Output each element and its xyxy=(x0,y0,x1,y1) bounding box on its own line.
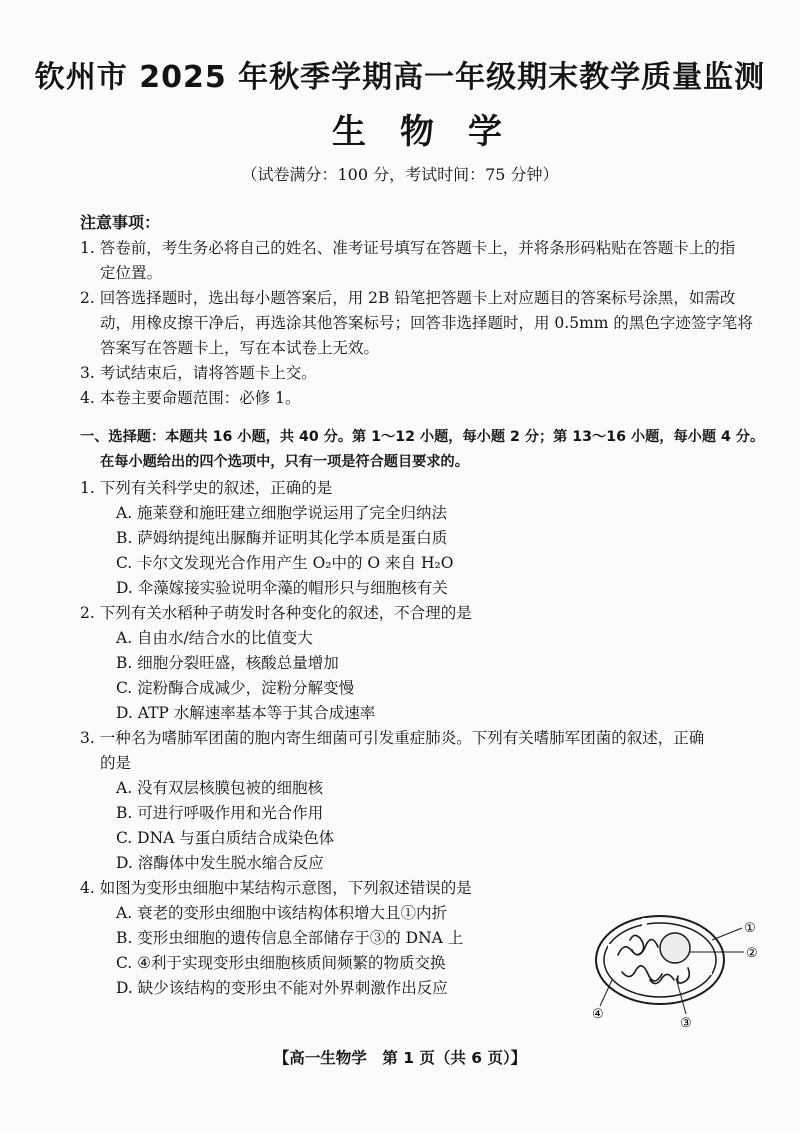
notice-item-1-line-2: 定位置。 xyxy=(100,264,163,282)
inner-nuclear-membrane xyxy=(604,923,716,997)
question-2-option-d: D. ATP 水解速率基本等于其合成速率 xyxy=(116,704,376,722)
question-3-option-c: C. DNA 与蛋白质结合成染色体 xyxy=(116,829,335,847)
question-2-option-b: B. 细胞分裂旺盛，核酸总量增加 xyxy=(116,654,339,672)
exam-title: 钦州市 2025 年秋季学期高一年级期末教学质量监测 xyxy=(34,60,766,95)
figure-label-2: ② xyxy=(746,946,758,961)
outer-nuclear-membrane xyxy=(596,916,724,1004)
figure-label-1: ① xyxy=(744,921,756,936)
page-footer: 【高一生物学 第 1 页（共 6 页）】 xyxy=(273,1049,527,1067)
section-heading-line-1: 一、选择题：本题共 16 小题，共 40 分。第 1～12 小题，每小题 2 分；第 13～16 小题，每小题 4 分。 xyxy=(80,429,765,445)
figure-label-4: ④ xyxy=(592,1007,604,1022)
notice-item-2-line-1: 2. 回答选择题时，选出每小题答案后，用 2B 铅笔把答题卡上对应题目的答案标号涂黑，如需改 xyxy=(80,289,736,307)
section-heading-line-2: 在每小题给出的四个选项中，只有一项是符合题目要求的。 xyxy=(100,454,469,470)
figure-label-3: ③ xyxy=(680,1016,692,1030)
question-3-stem-line-2: 的是 xyxy=(100,754,132,772)
question-4-option-a: A. 衰老的变形虫细胞中该结构体积增大且①内折 xyxy=(116,904,448,922)
notice-item-4: 4. 本卷主要命题范围：必修 1。 xyxy=(80,389,301,407)
question-3-option-d: D. 溶酶体中发生脱水缩合反应 xyxy=(116,854,324,872)
question-1-option-d: D. 伞藻嫁接实验说明伞藻的帽形只与细胞核有关 xyxy=(116,579,448,597)
notice-item-2-line-3: 答案写在答题卡上，写在本试卷上无效。 xyxy=(100,339,380,357)
label-1-leader xyxy=(712,928,742,940)
question-4-stem: 4. 如图为变形虫细胞中某结构示意图，下列叙述错误的是 xyxy=(80,879,472,897)
notice-item-2-line-2: 动，用橡皮擦干净后，再选涂其他答案标号；回答非选择题时，用 0.5mm 的黑色字迹签字笔将 xyxy=(100,314,753,332)
nucleolus xyxy=(660,933,690,963)
question-1-stem: 1. 下列有关科学史的叙述，正确的是 xyxy=(80,479,333,497)
question-3-stem-line-1: 3. 一种名为嗜肺军团菌的胞内寄生细菌可引发重症肺炎。下列有关嗜肺军团菌的叙述，正确 xyxy=(80,729,705,747)
notice-item-3: 3. 考试结束后，请将答题卡上交。 xyxy=(80,364,317,382)
question-4-option-b: B. 变形虫细胞的遗传信息全部储存于③的 DNA 上 xyxy=(116,929,464,947)
question-1-option-a: A. 施莱登和施旺建立细胞学说运用了完全归纳法 xyxy=(116,504,448,522)
question-4-option-c: C. ④利于实现变形虫细胞核质间频繁的物质交换 xyxy=(116,954,446,972)
question-1-option-b: B. 萨姆纳提纯出脲酶并证明其化学本质是蛋白质 xyxy=(116,529,448,547)
question-2-stem: 2. 下列有关水稻种子萌发时各种变化的叙述，不合理的是 xyxy=(80,604,472,622)
question-2-option-a: A. 自由水/结合水的比值变大 xyxy=(116,629,313,647)
question-1-option-c: C. 卡尔文发现光合作用产生 O₂中的 O 来自 H₂O xyxy=(116,554,454,572)
notice-heading: 注意事项： xyxy=(80,213,161,232)
exam-info: （试卷满分：100 分，考试时间：75 分钟） xyxy=(241,165,559,184)
nuclear-pore xyxy=(704,970,712,975)
question-3-option-b: B. 可进行呼吸作用和光合作用 xyxy=(116,804,324,822)
nucleus-structure-diagram xyxy=(590,910,770,1030)
subject-title: 生物学 xyxy=(332,112,536,152)
nuclear-pore xyxy=(608,944,616,949)
question-3-option-a: A. 没有双层核膜包被的细胞核 xyxy=(116,779,324,797)
question-2-option-c: C. 淀粉酶合成减少，淀粉分解变慢 xyxy=(116,679,355,697)
notice-item-1-line-1: 1. 答卷前，考生务必将自己的姓名、准考证号填写在答题卡上，并将条形码粘贴在答题卡上的指 xyxy=(80,239,736,257)
nuclear-pore xyxy=(642,918,647,926)
question-4-option-d: D. 缺少该结构的变形虫不能对外界刺激作出反应 xyxy=(116,979,448,997)
